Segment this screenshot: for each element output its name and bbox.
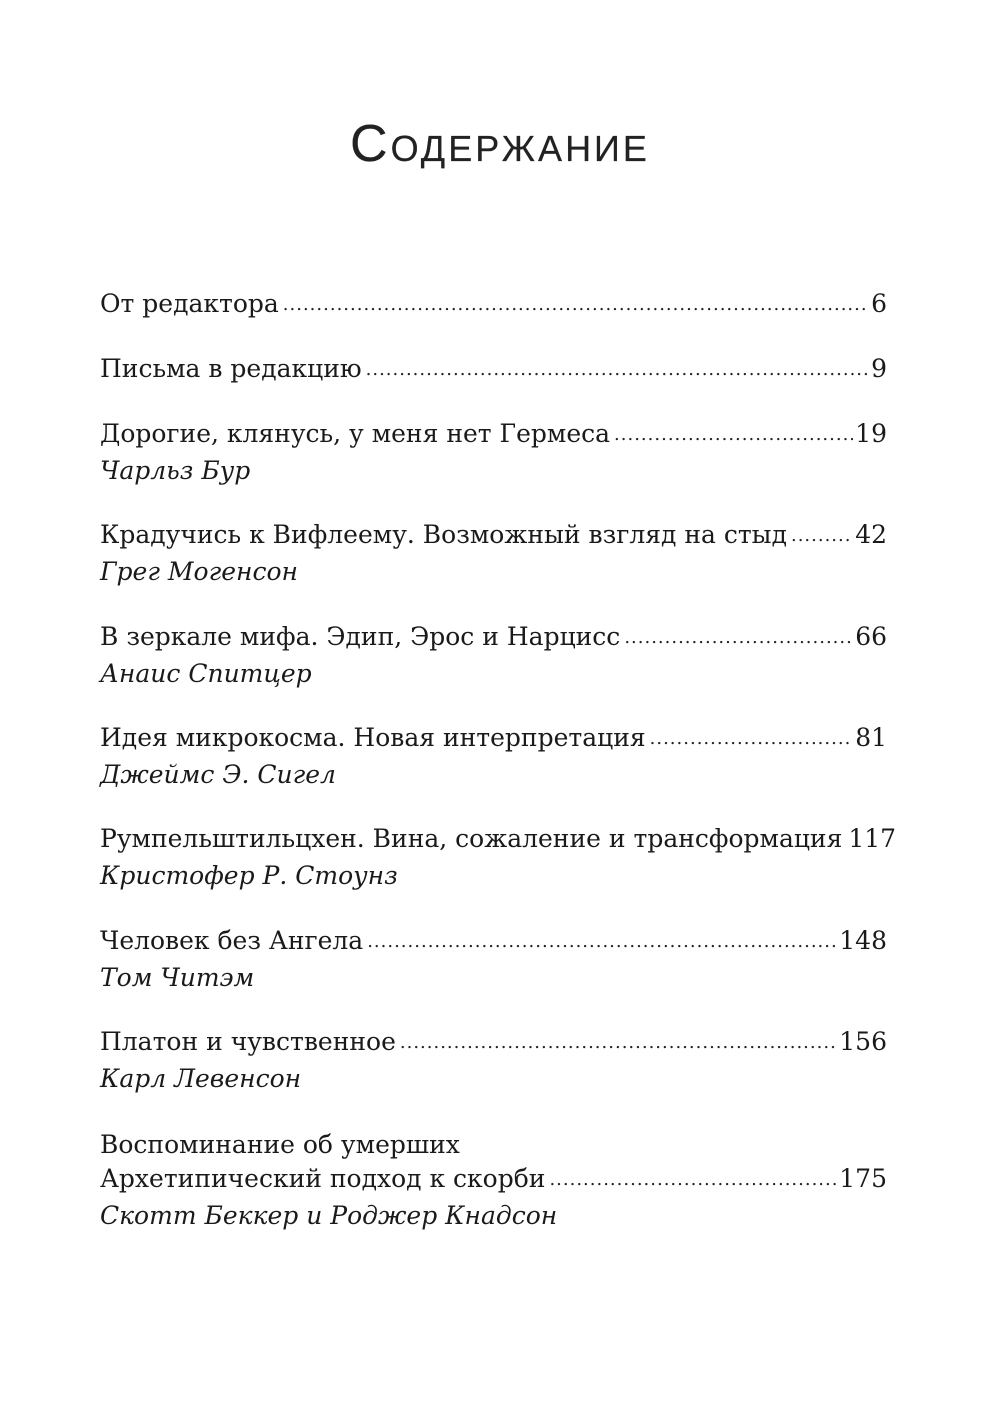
toc-entry-title: Дорогие, клянусь, у меня нет Гермеса <box>100 419 611 448</box>
toc-entry[interactable] <box>100 620 887 691</box>
toc-line <box>100 287 887 324</box>
toc-entry-author: Скотт Беккер и Роджер Кнадсон <box>100 1201 558 1230</box>
toc-entry[interactable] <box>100 518 887 589</box>
toc-entry-title: В зеркале мифа. Эдип, Эрос и Нарцисс <box>100 622 621 651</box>
toc-entry-page: 81 <box>855 723 887 752</box>
toc-entry-author: Карл Левенсон <box>100 1064 302 1093</box>
toc-line <box>100 620 887 657</box>
toc-entry[interactable] <box>100 924 887 995</box>
toc-entry-title: Архетипический подход к скорби <box>100 1164 546 1193</box>
toc-entry-page: 156 <box>839 1027 887 1056</box>
toc-line <box>100 352 887 389</box>
toc-entry-page: 6 <box>871 289 887 318</box>
dot-leader <box>791 519 853 553</box>
toc-entry[interactable] <box>100 287 887 324</box>
toc-entry-page: 66 <box>855 622 887 651</box>
dot-leader <box>283 288 869 322</box>
page-title: Содержание <box>350 115 650 173</box>
toc-entry-page: 117 <box>848 824 897 853</box>
toc-entry-page: 42 <box>855 520 887 549</box>
toc-entry[interactable] <box>100 1128 887 1233</box>
toc-entry-title: Письма в редакцию <box>100 354 362 383</box>
toc-entry-title: Платон и чувственное <box>100 1027 396 1056</box>
toc-entry[interactable] <box>100 417 887 488</box>
toc-entry-author: Грег Могенсон <box>100 557 298 586</box>
dot-leader <box>614 418 853 452</box>
toc-entry[interactable] <box>100 721 887 792</box>
toc-line <box>100 518 887 555</box>
toc-entry-page: 9 <box>871 354 887 383</box>
toc-entry[interactable] <box>100 1025 887 1096</box>
toc-line <box>100 924 887 961</box>
dot-leader <box>650 722 854 756</box>
toc-entry-page: 175 <box>839 1164 887 1193</box>
toc-entry-author: Том Читэм <box>100 963 255 992</box>
dot-leader <box>624 621 853 655</box>
dot-leader <box>367 925 837 959</box>
dot-leader <box>366 353 869 387</box>
toc-entry-title: Идея микрокосма. Новая интерпретация <box>100 723 646 752</box>
dot-leader <box>549 1163 837 1197</box>
toc-entry-page: 148 <box>839 926 887 955</box>
toc-entry-author: Кристофер Р. Стоунз <box>100 861 398 890</box>
dot-leader <box>400 1026 837 1060</box>
toc-entry-title: От редактора <box>100 289 279 318</box>
toc-entry[interactable] <box>100 352 887 389</box>
toc-entry-author: Джеймс Э. Сигел <box>100 760 336 789</box>
toc-line <box>100 822 897 859</box>
toc-entry-title: Румпельштильцхен. Вина, сожаление и трансформация <box>100 824 843 853</box>
toc-line <box>100 417 887 454</box>
toc-line <box>100 721 887 758</box>
toc-entry-title-line1: Воспоминание об умерших <box>100 1130 460 1159</box>
toc-entry-page: 19 <box>855 419 887 448</box>
toc-entry-author: Чарльз Бур <box>100 456 251 485</box>
toc-entry[interactable] <box>100 822 897 893</box>
toc-entry-title: Человек без Ангела <box>100 926 364 955</box>
toc-line <box>100 1025 887 1062</box>
toc-line <box>100 1162 887 1199</box>
toc-entry-author: Анаис Спитцер <box>100 659 312 688</box>
toc-entry-title: Крадучись к Вифлеему. Возможный взгляд на стыд <box>100 520 787 549</box>
